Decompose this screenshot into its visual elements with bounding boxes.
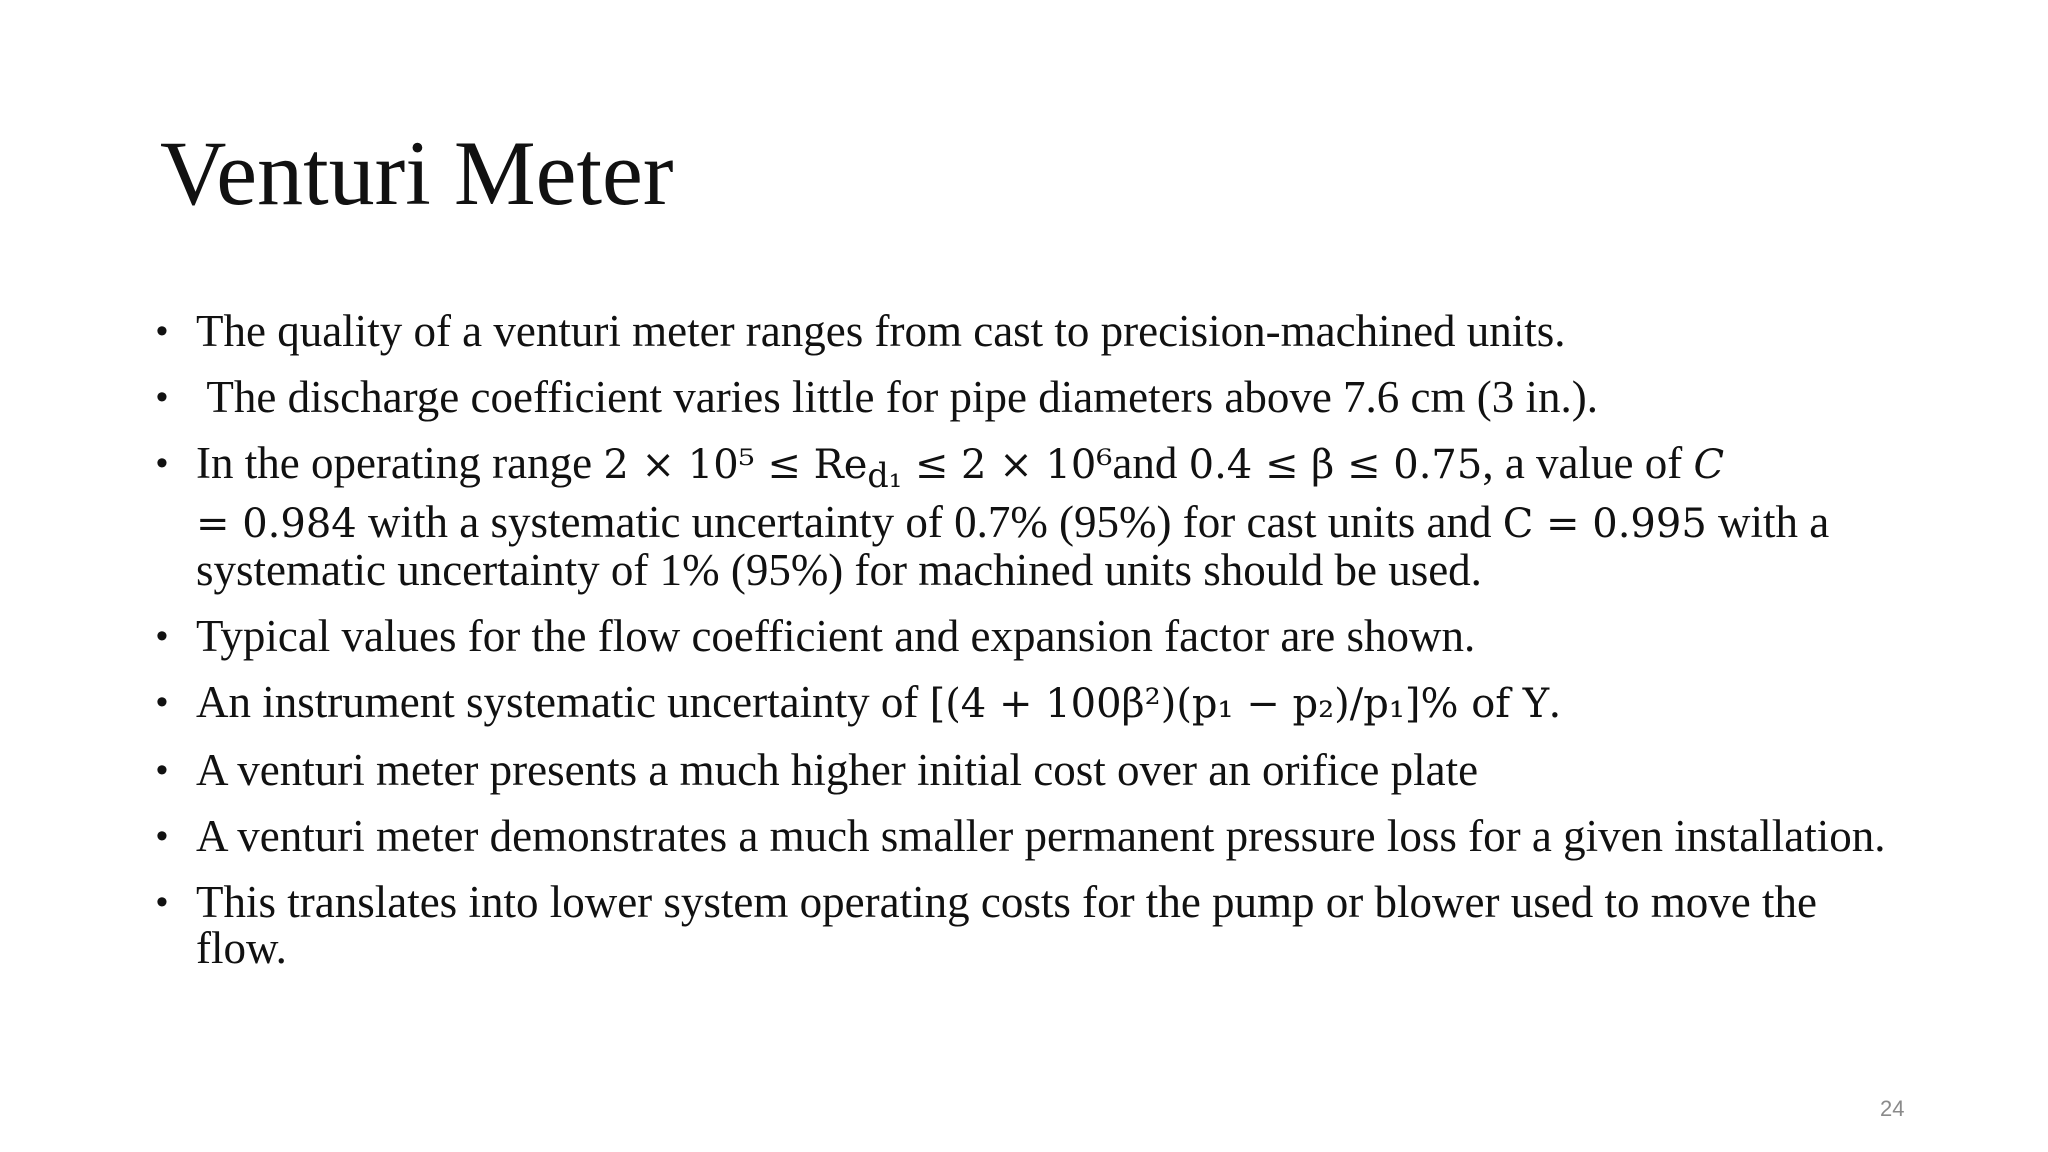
bullet-icon: • [156,312,168,350]
bullet-text: systematic uncertainty of 1% (95%) for machined units should be used. [196,545,1482,595]
bullet-text: . [1549,677,1561,727]
bullet-icon: • [156,444,168,482]
bullet-text: A venturi meter demonstrates a much smaller permanent pressure loss for a given installation. [196,811,1886,861]
bullet-text: Typical values for the flow coefficient and expansion factor are shown. [196,611,1476,661]
math-range-start: 2 × 10⁵ ≤ Re [603,442,868,488]
bullet-item [150,374,1910,420]
math-expression [603,442,1113,495]
bullet-text: A venturi meter presents a much higher initial cost over an orifice plate [196,745,1479,795]
math-expression: C = 0.995 [1502,501,1707,547]
bullet-list [150,308,1910,991]
slide-title: Venturi Meter [160,122,674,224]
bullet-text: and [1112,438,1189,488]
bullet-item [150,813,1910,859]
bullet-icon: • [156,751,168,789]
math-variable: C [1693,442,1725,488]
math-range-end: ≤ 2 × 10⁶ [902,442,1113,488]
bullet-text: The discharge coefficient varies little for pipe diameters above 7.6 cm (3 in.). [196,372,1599,422]
bullet-text: An instrument systematic uncertainty of [196,677,930,727]
bullet-icon: • [156,683,168,721]
bullet-item [150,308,1910,354]
math-expression: [(4 + 100β²)(p₁ − p₂)/p₁]% of Y [929,681,1550,727]
math-expression: = 0.984 [196,501,357,547]
bullet-text: The quality of a venturi meter ranges from cast to precision-machined units. [196,306,1566,356]
bullet-icon: • [156,817,168,855]
bullet-text: , a value of [1482,438,1694,488]
bullet-icon: • [156,617,168,655]
page-number: 24 [1880,1096,1905,1121]
bullet-item [150,879,1910,971]
bullet-icon: • [156,883,168,921]
bullet-item [150,613,1910,659]
math-expression: 0.4 ≤ β ≤ 0.75 [1188,442,1483,488]
bullet-item [150,747,1910,793]
bullet-text: This translates into lower system operating costs for the pump or blower used to move the flow. [196,877,1817,973]
bullet-item [150,679,1910,727]
bullet-text: In the operating range [196,438,604,488]
bullet-icon: • [156,378,168,416]
math-subscript: d₁ [867,456,903,495]
bullet-item [150,440,1910,593]
bullet-text: with a systematic uncertainty of 0.7% (95%) for cast units and [356,497,1503,547]
bullet-text: with a [1706,497,1830,547]
